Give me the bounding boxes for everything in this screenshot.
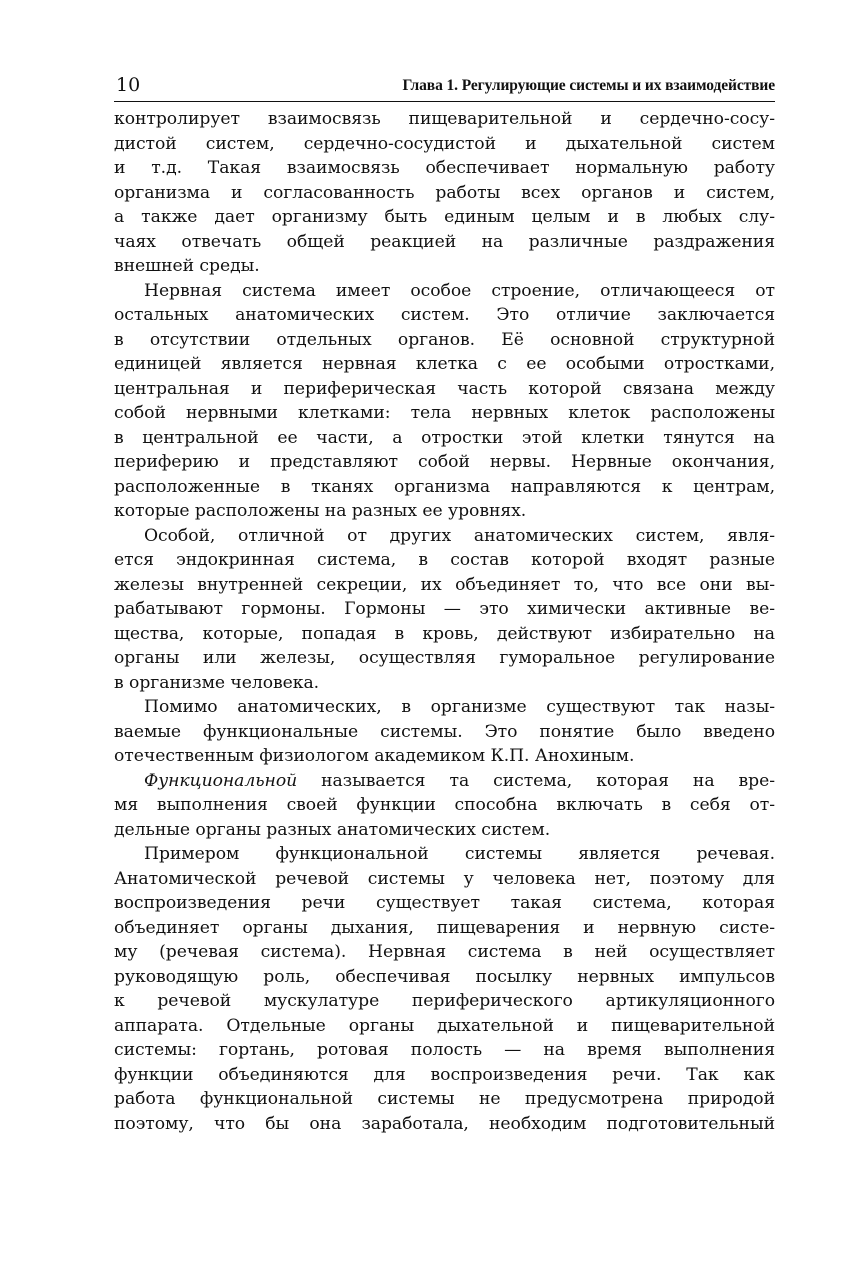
paragraph: [114, 769, 775, 843]
text-line: Помимо анатомических, в организме существуют так назы-: [144, 697, 775, 717]
text-line: в организме человека.: [114, 672, 320, 693]
text-fragment: называется та система, которая на вре-: [297, 770, 775, 791]
italic-term: Функциональной: [144, 770, 298, 791]
text-line: [114, 769, 775, 794]
text-line: мя выполнения своей функции способна включать в себя от-: [114, 795, 775, 815]
text-line: функции объединяются для воспроизведения речи. Так как: [114, 1064, 775, 1085]
text-line: рабатывают гормоны. Гормоны — это химически активные ве-: [114, 599, 775, 619]
text-line: чаях отвечать общей реакцией на различные раздражения: [114, 231, 775, 252]
text-line: к речевой мускулатуре периферического артикуляционного: [114, 991, 775, 1011]
text-line: дельные органы разных анатомических систем.: [114, 819, 551, 840]
text-line: органы или железы, осуществляя гуморальное регулирование: [114, 648, 775, 668]
text-line: а также дает организму быть единым целым и в любых слу-: [114, 207, 775, 227]
text-line: отечественным физиологом академиком К.П. Анохиным.: [114, 746, 635, 766]
text-line: аппарата. Отдельные органы дыхательной и пищеварительной: [114, 1015, 775, 1036]
text-line: единицей является нервная клетка с ее особыми отростками,: [114, 354, 775, 374]
text-line: руководящую роль, обеспечивая посылку нервных импульсов: [114, 966, 775, 987]
text-line: системы: гортань, ротовая полость — на время выполнения: [114, 1040, 775, 1060]
text-line: ваемые функциональные системы. Это понятие было введено: [114, 721, 775, 742]
text-line: му (речевая система). Нервная система в ней осуществляет: [114, 942, 775, 962]
text-line: и т.д. Такая взаимосвязь обеспечивает нормальную работу: [114, 158, 775, 178]
paragraph: [114, 107, 775, 279]
text-line: поэтому, что бы она заработала, необходим подготовительный: [114, 1113, 775, 1134]
text-line: Нервная система имеет особое строение, отличающееся от: [144, 280, 775, 301]
paragraph: [114, 842, 775, 1136]
text-line: которые расположены на разных ее уровнях.: [114, 501, 527, 521]
page-header: [114, 73, 775, 102]
text-line: Примером функциональной системы является речевая.: [144, 844, 775, 864]
text-line: собой нервными клетками: тела нервных клеток расположены: [114, 403, 775, 423]
page-number: 10: [116, 74, 141, 96]
text-line: в отсутствии отдельных органов. Её основной структурной: [114, 329, 775, 350]
text-line: расположенные в тканях организма направляются к центрам,: [114, 476, 775, 497]
body-text: [114, 107, 775, 1136]
text-line: центральная и периферическая часть которой связана между: [114, 378, 775, 399]
text-line: организма и согласованность работы всех органов и систем,: [114, 182, 775, 203]
running-title: Глава 1. Регулирующие системы и их взаимодействие: [402, 77, 775, 94]
text-line: щества, которые, попадая в кровь, действуют избирательно на: [114, 623, 775, 644]
text-line: железы внутренней секреции, их объединяет то, что все они вы-: [114, 574, 775, 595]
text-line: Анатомической речевой системы у человека нет, поэтому для: [114, 868, 775, 889]
text-line: периферию и представляют собой нервы. Нервные окончания,: [114, 452, 775, 472]
text-line: дистой систем, сердечно-сосудистой и дыхательной систем: [114, 133, 775, 154]
text-line: работа функциональной системы не предусмотрена природой: [114, 1089, 775, 1109]
text-line: внешней среды.: [114, 256, 260, 276]
text-line: воспроизведения речи существует такая система, которая: [114, 893, 775, 913]
paragraph: [114, 279, 775, 524]
text-line: объединяет органы дыхания, пищеварения и нервную систе-: [114, 917, 775, 938]
paragraph: [114, 695, 775, 769]
text-line: в центральной ее части, а отростки этой клетки тянутся на: [114, 427, 775, 448]
text-line: контролирует взаимосвязь пищеварительной и сердечно-сосу-: [114, 109, 775, 129]
text-line: ется эндокринная система, в состав которой входят разные: [114, 550, 775, 570]
text-line: Особой, отличной от других анатомических систем, явля-: [144, 525, 775, 546]
text-line: остальных анатомических систем. Это отличие заключается: [114, 305, 775, 325]
paragraph: [114, 524, 775, 696]
